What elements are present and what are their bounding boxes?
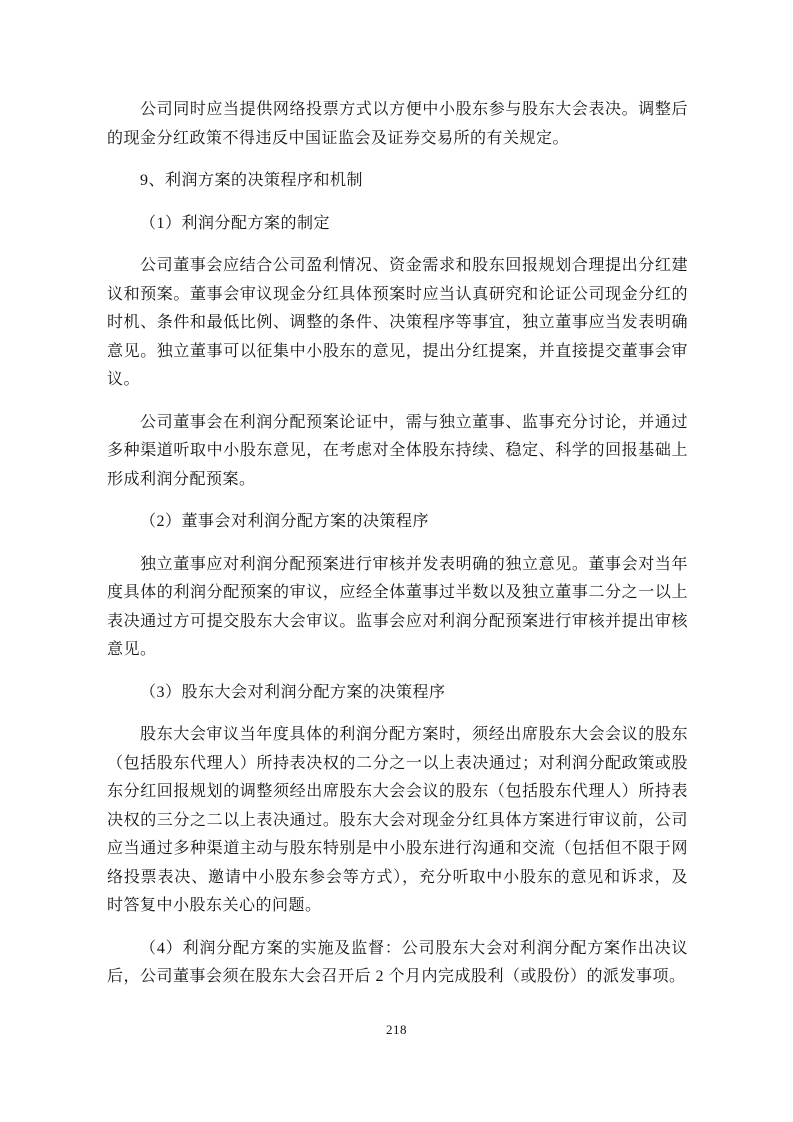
page-number: 218 [386, 1022, 407, 1037]
heading-3-shareholders-decision-procedure: （3）股东大会对利润分配方案的决策程序 [140, 683, 446, 701]
heading-1-plan-formulation: （1）利润分配方案的制定 [140, 214, 331, 232]
heading-9-profit-plan-decision: 9、利润方案的决策程序和机制 [140, 172, 364, 189]
paragraph-online-voting: 公司同时应当提供网络投票方式以方便中小股东参与股东大会表决。调整后的现金分红政策不得违反中国证监会及证券交易所的有关规定。 [107, 101, 688, 147]
heading-2-board-decision-procedure: （2）董事会对利润分配方案的决策程序 [140, 513, 430, 530]
paragraph-shareholders-meeting-review: 股东大会审议当年度具体的利润分配方案时，须经出席股东大会会议的股东（包括股东代理人）所持表决权的二分之一以上表决通过；对利润分配政策或股东分红回报规划的调整须经出席股东大会会议的股东（包括股东代理人）所持表决权的三分之二以上表决通过。股东大会对现金分红具体方案进行审议前，公司应当通过多种渠道主动与股东特别是中小股东进行沟通和交流（包括但不限于网络投票表决、邀请中小股东参会等方式），充分听取中小股东的意见和诉求，及时答复中小股东关心的问题。 [107, 726, 688, 914]
paragraph-board-proposal: 公司董事会应结合公司盈利情况、资金需求和股东回报规划合理提出分红建议和预案。董事会审议现金分红具体预案时应当认真研究和论证公司现金分红的时机、条件和最低比例、调整的条件、决策程序等事宜，独立董事应当发表明确意见。独立董事可以征集中小股东的意见，提出分红提案，并直接提交董事会审议。 [107, 257, 688, 388]
paragraph-board-deliberation: 公司董事会在利润分配预案论证中，需与独立董事、监事充分讨论，并通过多种渠道听取中小股东意见，在考虑对全体股东持续、稳定、科学的回报基础上形成利润分配预案。 [107, 413, 688, 488]
paragraph-independent-director-review: 独立董事应对利润分配预案进行审核并发表明确的独立意见。董事会对当年度具体的利润分配预案的审议，应经全体董事过半数以及独立董事二分之一以上表决通过方可提交股东大会审议。监事会应对利润分配预案进行审核并提出审核意见。 [107, 555, 688, 658]
paragraph-4-implementation-supervision: （4）利润分配方案的实施及监督：公司股东大会对利润分配方案作出决议后，公司董事会须在股东大会召开后 2 个月内完成股利（或股份）的派发事项。 [107, 939, 688, 985]
